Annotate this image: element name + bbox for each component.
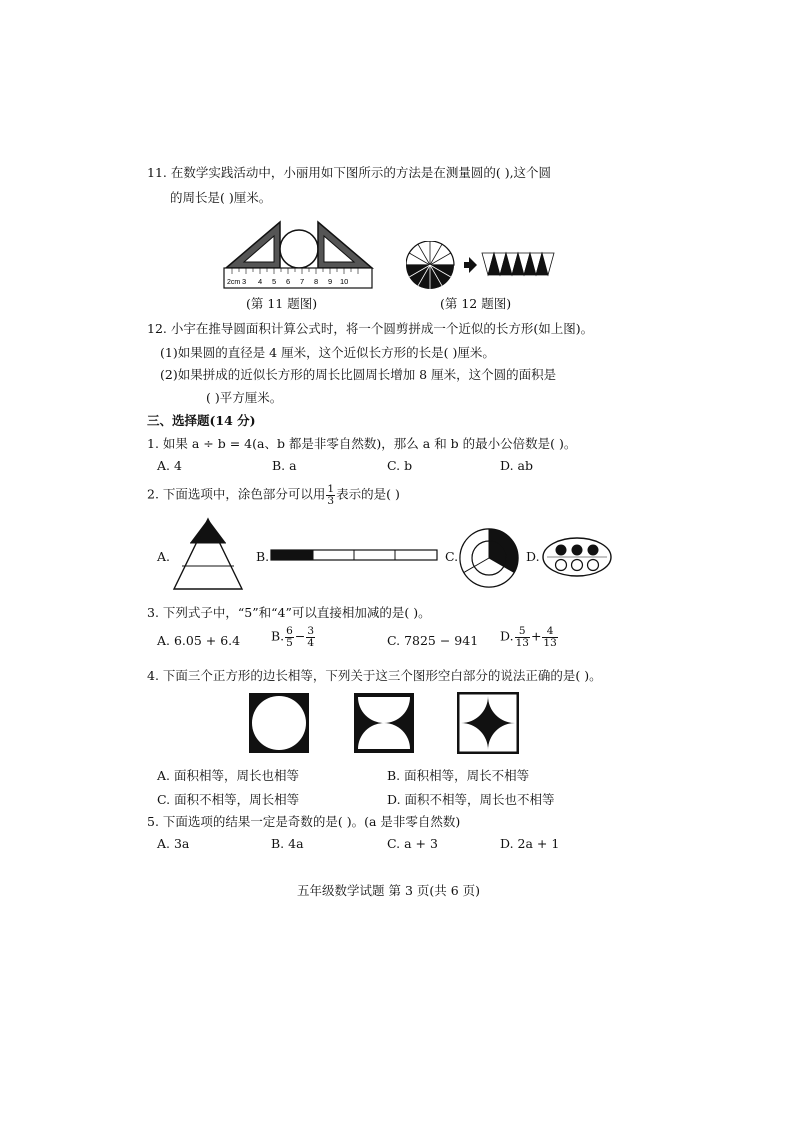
c1-stem: 1. 如果 a ÷ b = 4(a、b 都是非零自然数)，那么 a 和 b 的最小公倍数是( )。 — [147, 436, 577, 451]
c3-b-frac1-den: 5 — [286, 636, 293, 649]
c3-d-frac1 — [515, 626, 530, 648]
c2-stem-before: 2. 下面选项中，涂色部分可以用 — [147, 486, 326, 502]
c3-option-a: A. 6.05 + 6.4 — [157, 633, 241, 648]
c5-option-d: D. 2a + 1 — [500, 836, 560, 851]
ruler-tick-10: 10 — [340, 277, 349, 286]
c2-label-d: D. — [526, 549, 540, 564]
c3-stem: 3. 下列式子中，“5”和“4”可以直接相加减的是( )。 — [147, 605, 431, 620]
section-title: 三、选择题(14 分) — [147, 413, 256, 428]
q11-line1: 11. 在数学实践活动中，小丽用如下图所示的方法是在测量圆的( ),这个圆 — [147, 165, 552, 180]
ruler-tick-5: 5 — [272, 277, 277, 286]
ruler-tick-8: 8 — [314, 277, 319, 286]
ruler-tick-6: 6 — [286, 277, 291, 286]
measured-circle — [280, 230, 318, 268]
c3-b-frac2 — [306, 626, 315, 648]
q12-caption: (第 12 题图) — [440, 296, 512, 311]
c5-option-b: B. 4a — [271, 836, 304, 851]
ruler-tick-7: 7 — [300, 277, 305, 286]
c3-option-d — [500, 626, 559, 648]
c5-option-c: C. a + 3 — [387, 836, 438, 851]
c2-stem — [147, 484, 400, 506]
q12-figure — [406, 241, 558, 289]
c2-ring-figure — [458, 527, 520, 589]
c4-stem: 4. 下面三个正方形的边长相等，下列关于这三个图形空白部分的说法正确的是( )。 — [147, 668, 602, 683]
c1-option-b: B. a — [272, 458, 297, 473]
c3-b-frac1-num: 6 — [286, 625, 293, 637]
c3-option-b — [271, 626, 316, 648]
c1-option-c: C. b — [387, 458, 413, 473]
c2-stem-after: 表示的是( ) — [336, 486, 400, 502]
c3-b-frac2-num: 3 — [307, 625, 315, 637]
c1-option-a: A. 4 — [157, 458, 182, 473]
c5-stem: 5. 下面选项的结果一定是奇数的是( )。(a 是非零自然数) — [147, 814, 461, 829]
c4-square-circle — [248, 692, 310, 754]
c3-b-operator: − — [294, 628, 306, 644]
c4-square-semicircles — [353, 692, 415, 754]
page-footer: 五年级数学试题 第 3 页(共 6 页) — [297, 883, 481, 898]
c3-b-frac2-den: 4 — [307, 636, 315, 649]
c3-option-c: C. 7825 − 941 — [387, 633, 479, 648]
c2-fraction — [326, 484, 335, 506]
q11-line2: 的周长是( )厘米。 — [170, 190, 272, 205]
c2-label-c: C. — [445, 549, 459, 564]
c3-d-operator: + — [530, 628, 542, 644]
ruler-start-label: 2cm — [227, 279, 241, 286]
c2-label-b: B. — [256, 549, 270, 564]
c4-option-a: A. 面积相等，周长也相等 — [157, 768, 299, 783]
c4-option-d: D. 面积不相等，周长也不相等 — [387, 792, 555, 807]
q12-part2-line1: (2)如果拼成的近似长方形的周长比圆周长增加 8 厘米，这个圆的面积是 — [160, 367, 557, 382]
q12-part1: (1)如果圆的直径是 4 厘米，这个近似长方形的长是( )厘米。 — [160, 345, 495, 360]
c2-label-a: A. — [157, 549, 171, 564]
c2-triangle-figure — [172, 517, 244, 591]
ruler-tick-3: 3 — [242, 277, 247, 286]
c4-option-b: B. 面积相等，周长不相等 — [387, 768, 530, 783]
c2-bar-figure — [270, 548, 438, 562]
c5-option-a: A. 3a — [157, 836, 190, 851]
c2-frac-den: 3 — [327, 494, 335, 507]
c3-d-frac1-num: 5 — [515, 626, 530, 638]
arrow-icon — [464, 257, 477, 273]
c3-b-frac1 — [285, 626, 294, 648]
q12-part2-line2: ( )平方厘米。 — [206, 390, 283, 405]
cut-circle — [406, 241, 454, 289]
q11-caption: (第 11 题图) — [246, 296, 318, 311]
c3-b-label: B. — [271, 628, 285, 644]
c3-d-label: D. — [500, 628, 514, 644]
c4-square-quarters — [457, 692, 519, 754]
c3-d-frac2-den: 13 — [543, 636, 557, 649]
ruler-tick-9: 9 — [328, 277, 333, 286]
c3-d-frac2 — [542, 626, 557, 648]
q11-figure — [222, 218, 374, 290]
c2-frac-num: 1 — [327, 483, 335, 495]
c4-option-c: C. 面积不相等，周长相等 — [157, 792, 300, 807]
c3-d-frac1-den: 13 — [515, 636, 529, 649]
ruler-tick-4: 4 — [258, 277, 263, 286]
rearranged-sectors — [482, 253, 554, 275]
q12-intro: 12. 小宇在推导圆面积计算公式时，将一个圆剪拼成一个近似的长方形(如上图)。 — [147, 321, 594, 336]
c1-option-d: D. ab — [500, 458, 533, 473]
c2-oval-figure — [541, 535, 613, 579]
c3-d-frac2-num: 4 — [542, 626, 557, 638]
